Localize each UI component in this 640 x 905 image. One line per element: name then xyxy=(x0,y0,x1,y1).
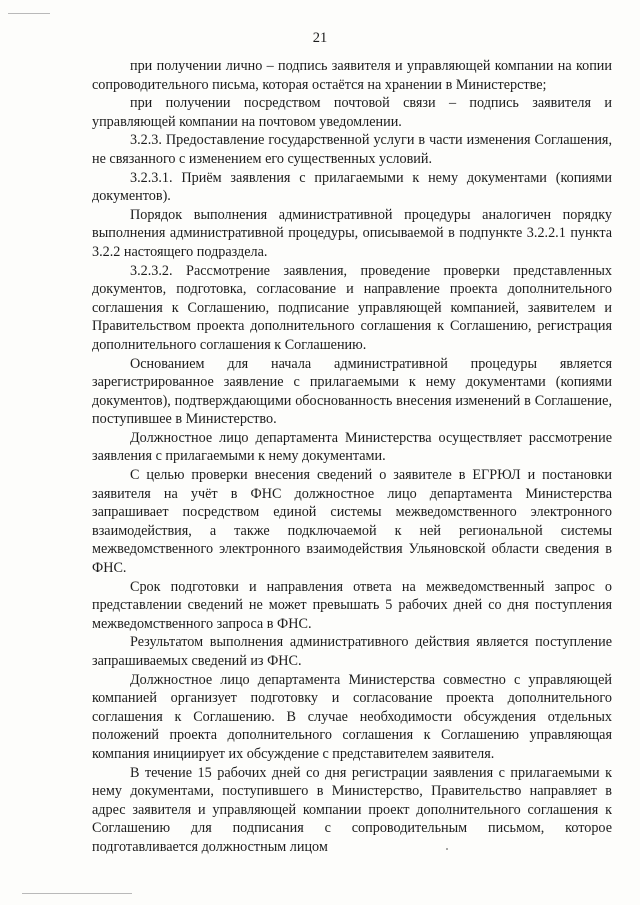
paragraph: при получении лично – подпись заявителя и управляющей компании на копии сопроводительного письма, которая остаётся на хранении в Министерстве; xyxy=(92,58,612,93)
scan-artifact-bottom xyxy=(22,893,132,894)
paragraph: Результатом выполнения административного действия является поступление запрашиваемых сведений из ФНС. xyxy=(92,634,612,669)
paragraph: С целью проверки внесения сведений о заявителе в ЕГРЮЛ и постановки заявителя на учёт в ФНС должностное лицо департамента Министерства запрашивает посредством единой системы межведомственного электронного взаимодействия, а также подключаемой к ней региональной системы межведомственного электронного взаимодействия Ульяновской области сведения в ФНС. xyxy=(92,467,612,577)
paragraph: 3.2.3.1. Приём заявления с прилагаемыми к нему документами (копиями документов). xyxy=(92,169,612,205)
paragraph: Основанием для начала административной процедуры является зарегистрированное заявление с прилагаемыми к нему документами (копиями документов), подтверждающими обоснованность внесения изменений в Соглашение, поступившее в Министерство. xyxy=(92,355,612,428)
document-body xyxy=(92,57,612,857)
paragraph: Порядок выполнения административной процедуры аналогичен порядку выполнения административной процедуры, описываемой в подпункте 3.2.2.1 пункта 3.2.2 настоящего подраздела. xyxy=(92,206,612,260)
paragraph: В течение 15 рабочих дней со дня регистрации заявления с прилагаемыми к нему документами, поступившего в Министерство, Правительство направляет в адрес заявителя и управляющей компании проект дополнительного соглашения к Соглашению для подписания с сопроводительным письмом, которое подготавливается должностным лицом xyxy=(92,764,612,855)
paragraph: Должностное лицо департамента Министерства осуществляет рассмотрение заявления с прилагаемыми к нему документами. xyxy=(92,429,612,465)
paragraph: 3.2.3. Предоставление государственной услуги в части изменения Соглашения, не связанного с изменением его существенных условий. xyxy=(92,132,612,167)
paragraph: при получении посредством почтовой связи – подпись заявителя и управляющей компании на почтовом уведомлении. xyxy=(92,95,612,130)
page-number: 21 xyxy=(312,30,328,46)
scan-artifact-top xyxy=(8,13,50,14)
paragraph: Срок подготовки и направления ответа на межведомственный запрос о представлении сведений не может превышать 5 рабочих дней со дня поступления межведомственного запроса в ФНС. xyxy=(92,578,612,632)
paragraph: 3.2.3.2. Рассмотрение заявления, проведение проверки представленных документов, подготовка, согласование и направление проекта дополнительного соглашения к Соглашению, подписание управляющей компанией, заявителем и Правительством проекта дополнительного соглашения к Соглашению, регистрация дополнительного соглашения к Соглашению. xyxy=(92,262,612,353)
paragraph: Должностное лицо департамента Министерства совместно с управляющей компанией организует подготовку и согласование проекта дополнительного соглашения к Соглашению. В случае необходимости обсуждения отдельных положений проекта дополнительного соглашения к Соглашению управляющая компания инициирует их обсуждение с представителем заявителя. xyxy=(92,671,612,762)
